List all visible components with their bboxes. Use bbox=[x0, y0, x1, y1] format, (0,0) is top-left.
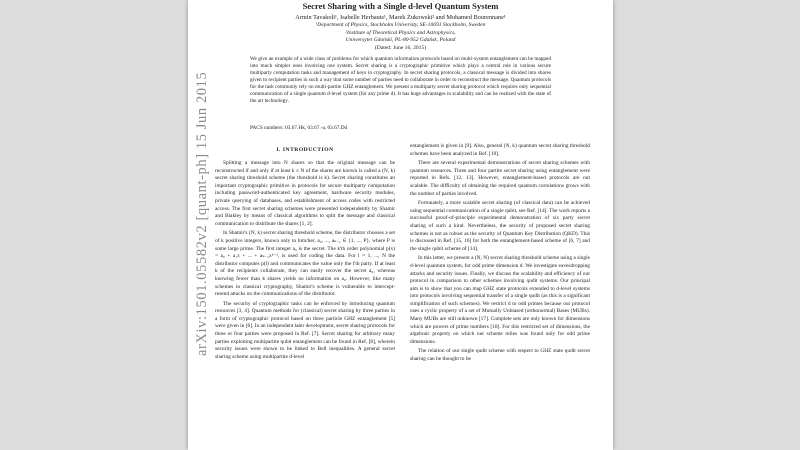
paragraph: entanglement is given in [9]. Also, general (N, k) quantum secret sharing threshold schemes have been analyzed in Ref. [10]. bbox=[410, 143, 590, 157]
author-list: Armin Tavakoli¹, Isabelle Herbauts¹, Marek Żukowski² and Mohamed Bourennane¹ bbox=[295, 14, 506, 21]
affiliation-3: Uniwersytet Gdański, PL-80-952 Gdańsk, Poland bbox=[345, 37, 456, 43]
affiliation-1: ¹Department of Physics, Stockholm University, SE-10691 Stockholm, Sweden bbox=[315, 22, 486, 28]
abstract: We give an example of a wide class of problems for which quantum information protocols based on multi-system entanglement can be mapped into much simpler ones involving one system. Secret sharing is a cryptographic primitive which plays a central role in various secure multiparty computation tasks and management of keys in cryptography. In secret sharing protocols, a classical message is divided into shares given to recipient parties in such a way that some number of parties need to collaborate in order to reconstruct the message. Quantum protocols for the task commonly rely on multi-partite GHZ entanglement. We present a multiparty secret sharing protocol which requires only sequential communication of a single quantum d-level system (for any prime d). It has huge advantages in scalability and can be realized with the state of the art technology. bbox=[250, 56, 551, 105]
date-line: (Dated: June 16, 2015) bbox=[374, 45, 427, 51]
arxiv-stamp: arXiv:1501.05582v2 [quant-ph] 15 Jun 2015 bbox=[194, 71, 210, 356]
right-column bbox=[410, 143, 590, 366]
paragraph: There are several experimental demonstrations of secret sharing schemes with quantum resources. Three and four partite secret sharing using entanglement were reported in Refs. [12, 13]. However, entanglement-based protocols are not scalable. The difficulty of obtaining the required quantum correlations grows with the number of parties involved. bbox=[410, 160, 590, 197]
affiliation-2: ²Institute of Theoretical Physics and Astrophysics, bbox=[345, 30, 456, 36]
paragraph: The relation of our single qudit scheme with respect to GHZ state qudit secret sharing can be thought to be bbox=[410, 348, 590, 363]
left-column bbox=[215, 160, 395, 363]
paragraph: In Shamir's (N, k) secret sharing threshold scheme, the distributor chooses a set of k positive integers, known only to him/her, a₀, ..., aₖ₋₁ ∈ {1, ..., P}, where P is some large prime. The first integer a₀ is the secret. The k'th order polynomial p(x) = a₀ + a₁x + ... + aₖ₋₁xᵏ⁻¹, is used for coding the data. For l = 1, ..., N the distributor computes p(l) and communicates the value only the l'th party. If at least k of the recipients collaborate, they can easily recover the secret a₀, whereas knowing fewer than k shares yields no information on a₀. However, like many schemes in classical cryptography, Shamir's scheme is vulnerable to intercept-resend attacks on the communications of the distributor. bbox=[215, 230, 395, 298]
section-heading: I. INTRODUCTION bbox=[276, 147, 334, 153]
pacs-numbers: PACS numbers: 03.67.Hk, 03.67.-a, 03.67.Dd bbox=[250, 125, 348, 131]
paper-page bbox=[188, 0, 613, 450]
paper-title: Secret Sharing with a Single d-level Quantum System bbox=[302, 1, 499, 11]
paragraph: In this letter, we present a (N, N) secret sharing threshold scheme using a single d-level quantum system, for odd prime dimension d. We investigate eavesdropping attacks and security issues. Finally, we discuss the scalability and efficiency of our protocol in comparison to other schemes involving qudit systems. Our principal aim is to show that you can map GHZ state protocols extended to d-level systems into protocols involving sequential transfer of a single qudit (as this is a significant simplification of such schemes). We restrict d to odd primes because our protocol uses a cyclic property of a set of Mutually Unbiased (orthonormal) Bases (MUBs). Many MUBs are still unknown [17]. Complete sets are only known for dimensions which are powers of prime numbers [18]. For this restricted set of dimensions, the algebraic property on which our scheme relies was found only for odd prime dimensions. bbox=[410, 255, 590, 345]
paragraph: Splitting a message into N shares so that the original message can be reconstructed if and only if at least k ≤ N of the shares are known is called a (N, k) secret sharing threshold scheme (the threshold is k). Secret sharing constitutes an important cryptographic primitive in protocols for secure multiparty computation including password-authenticated key agreement, hardware security modules, private querying of databases, and establishment of access codes with restricted access. The first secret sharing schemes were presented independently by Shamir and Blakley by means of classical algorithms to split the message and classical communication to distribute the shares [1, 2]. bbox=[215, 160, 395, 227]
paragraph: Fortunately, a more scalable secret sharing (of classical data) can be achieved using sequential communication of a single qubit, see Ref. [14]. The work reports a successful proof-of-principle experimental demonstration of six party secret sharing of such a kind. Nevertheless, the security of proposed secret sharing schemes is not as robust as the security of Quantum Key Distribution (QKD). This is discussed in Ref. [15, 16] for both the entanglement-based scheme of [6, 7] and the single qubit scheme of [14]. bbox=[410, 200, 590, 252]
paragraph: The security of cryptographic tasks can be enforced by introducing quantum resources [3, 4]. Quantum methods for (classical) secret sharing by three parties in a form of cryptographic protocol based on three particle GHZ entanglement [5] were given in [6]. In an independent later development, secret sharing protocols for three or four parties were proposed in Ref. [7]. Secret sharing for arbitrary many parties exploiting multipartite qubit entanglement can be found in Ref. [8], wherein security issues were shown to be linked to Bell inequalities. A general secret sharing scheme using multipartite d-level bbox=[215, 300, 395, 360]
